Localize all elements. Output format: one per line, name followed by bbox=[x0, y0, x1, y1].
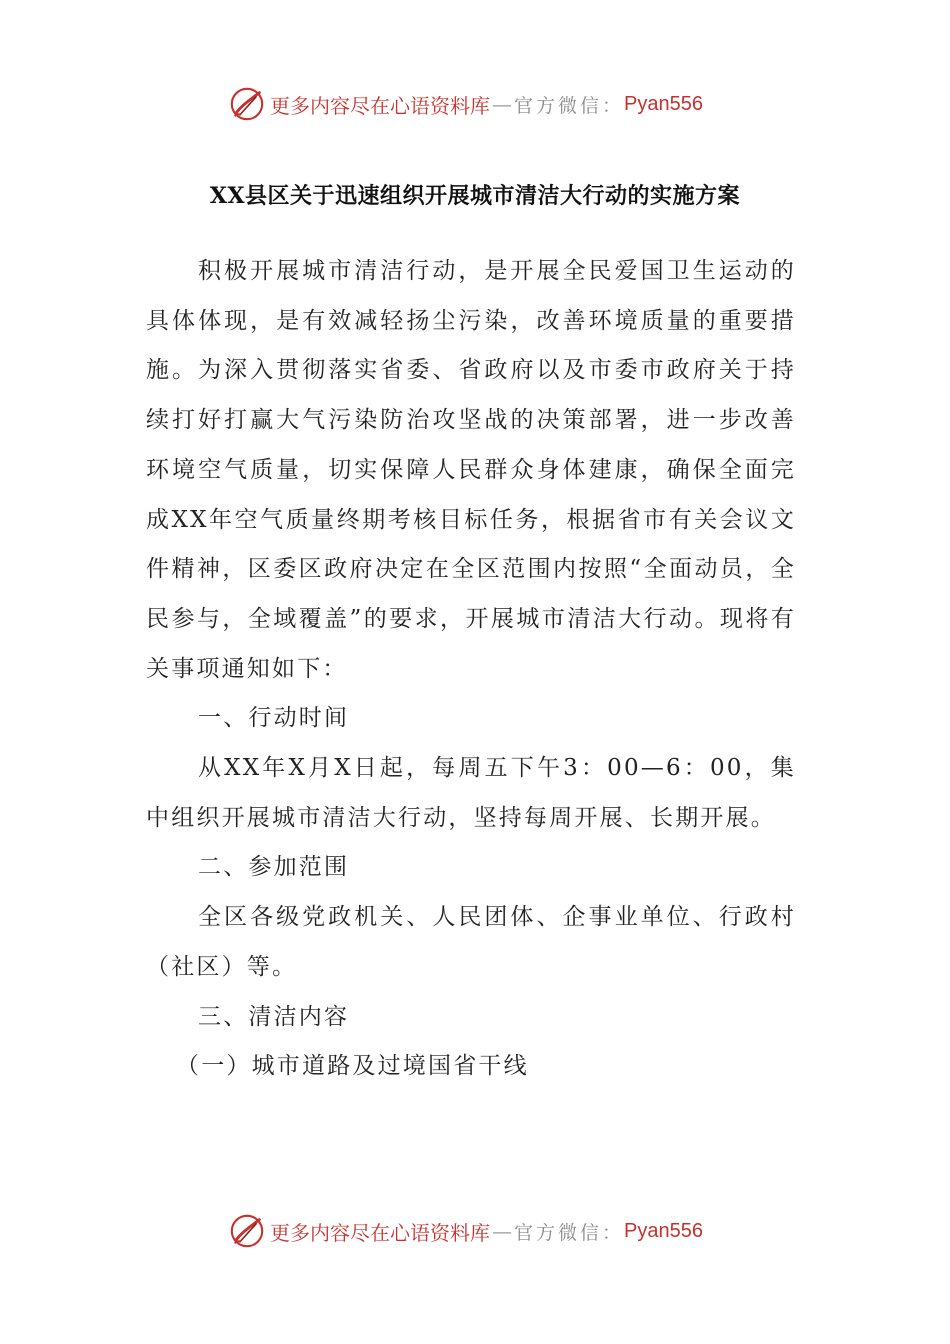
watermark-brand-text: 更多内容尽在心语资料库 bbox=[270, 93, 490, 118]
section1-paragraph: 从XX年X月X日起，每周五下午3：00—6：00，集中组织开展城市清洁大行动，坚持每周开展、长期开展。 bbox=[146, 755, 796, 831]
watermark-wechat-id: Pyan556 bbox=[624, 92, 703, 115]
watermark-separator: — bbox=[492, 1219, 512, 1243]
watermark-separator: — bbox=[492, 92, 512, 116]
intro-paragraph: 积极开展城市清洁行动，是开展全民爱国卫生运动的具体体现，是有效减轻扬尘污染，改善环境质量的重要措施。为深入贯彻落实省委、省政府以及市委市政府关于持续打好打赢大气污染防治攻坚战的决策部署，进一步改善环境空气质量，切实保障人民群众身体建康，确保全面完成XX年空气质量终期考核目标任务，根据省市有关会议文件精神，区委区政府决定在全区范围内按照“全面动员，全民参与，全域覆盖”的要求，开展城市清洁大行动。现将有关事项通知如下： bbox=[146, 258, 796, 682]
pen-logo-icon bbox=[228, 85, 266, 123]
document-body bbox=[146, 247, 796, 1092]
pen-logo-icon bbox=[228, 1212, 266, 1250]
watermark-wechat-label: 官方微信： bbox=[514, 94, 625, 117]
watermark-banner-top bbox=[228, 82, 748, 126]
watermark-banner-bottom bbox=[228, 1209, 748, 1253]
section1-heading: 一、行动时间 bbox=[198, 705, 350, 732]
section2-paragraph: 全区各级党政机关、人民团体、企事业单位、行政村（社区）等。 bbox=[146, 904, 796, 980]
watermark-brand-text: 更多内容尽在心语资料库 bbox=[270, 1220, 490, 1245]
section3-subheading-1: （一）城市道路及过境国省干线 bbox=[176, 1053, 529, 1080]
section3-heading: 三、清洁内容 bbox=[198, 1003, 350, 1030]
document-title: XX县区关于迅速组织开展城市清洁大行动的实施方案 bbox=[209, 183, 741, 209]
watermark-wechat-label: 官方微信： bbox=[514, 1221, 625, 1244]
watermark-wechat-id: Pyan556 bbox=[624, 1219, 703, 1242]
section2-heading: 二、参加范围 bbox=[198, 854, 350, 881]
